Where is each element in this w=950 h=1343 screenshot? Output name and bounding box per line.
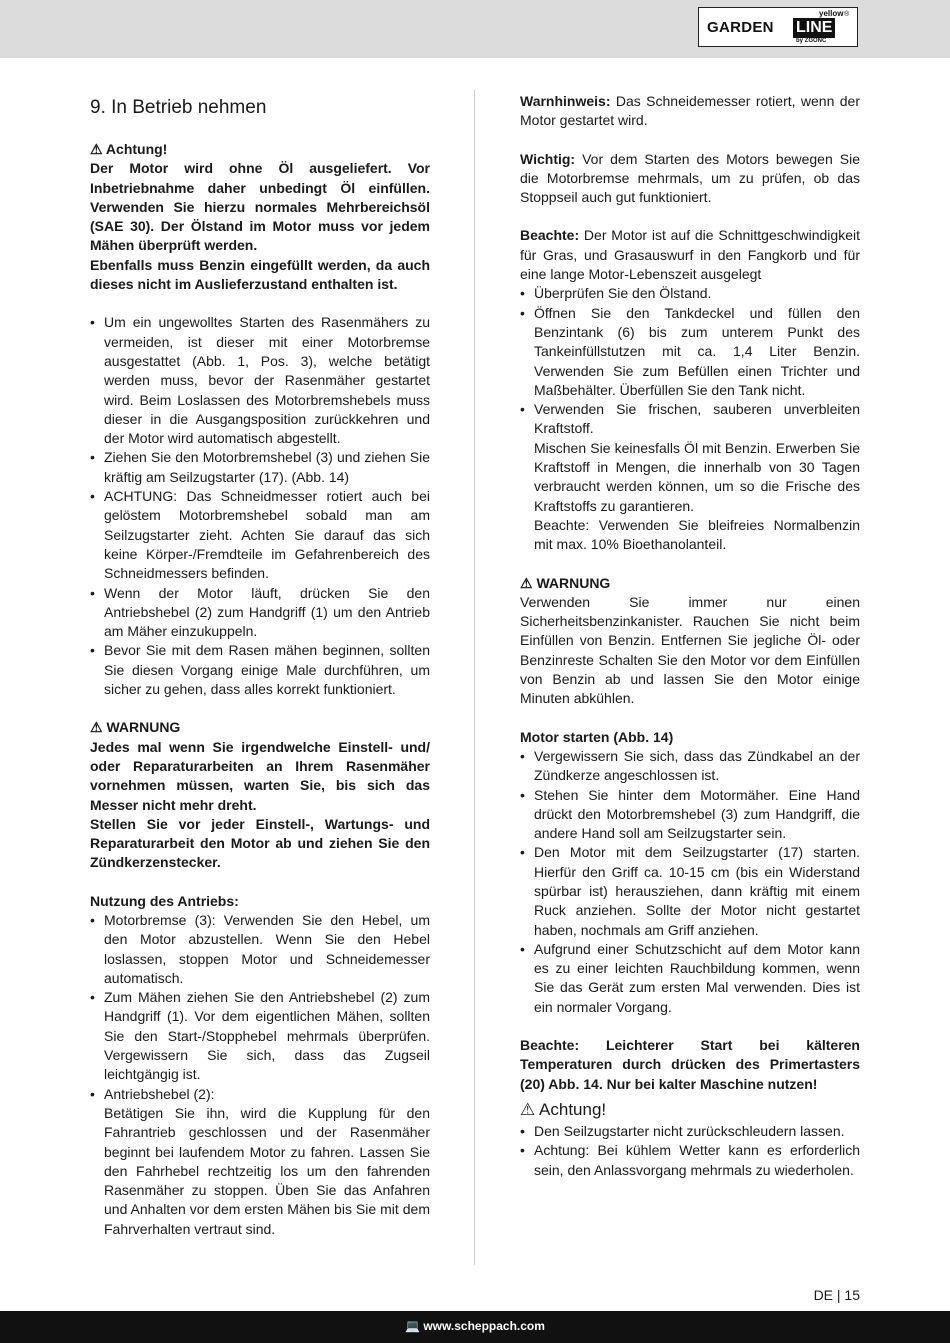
list-item: • Den Seilzugstarter nicht zurückschleudern lassen.	[520, 1122, 860, 1141]
warnung-body-2: Stellen Sie vor jeder Einstell-, Wartungs- und Reparaturarbeit den Motor ab und ziehen Sie den Zündkerzenstecker.	[90, 815, 430, 871]
warnung-body: Jedes mal wenn Sie irgendwelche Einstell- und/ oder Reparaturarbeiten an Ihrem Rasenmäher vornehmen müssen, warten Sie, bis sich das Messer nicht mehr dreht.	[90, 738, 430, 813]
list-item: • Verwenden Sie frischen, sauberen unverbleiten Kraftstoff.	[520, 400, 860, 439]
warnung-heading: ⚠ WARNUNG	[90, 719, 181, 736]
warnhinweis-paragraph	[520, 92, 860, 131]
list-item: • Wenn der Motor läuft, drücken Sie den Antriebshebel (2) zum Handgriff (1) um den Antrieb am Mäher einzukuppeln.	[90, 584, 430, 642]
wichtig-label: Wichtig:	[520, 150, 576, 167]
logo-by-text: by ZGONC	[796, 38, 827, 44]
warnhinweis-label: Warnhinweis:	[520, 93, 611, 109]
section-title: 9. In Betrieb nehmen	[90, 97, 267, 118]
beachte-cold-start: Beachte: Leichterer Start bei kälteren Temperaturen durch drücken des Primertasters (20) Abb. 14. Nur bei kalter Maschine nutzen!	[520, 1037, 860, 1092]
logo-yellow-text: yellow	[819, 9, 844, 18]
achtung-heading-right: ⚠ Achtung!	[520, 1099, 607, 1119]
achtung-body-fuel: Ebenfalls muss Benzin eingefüllt werden, da auch dieses nicht im Auslieferzustand enthalten ist.	[90, 256, 430, 293]
left-column	[90, 92, 430, 1239]
list-item: • Motorbremse (3): Verwenden Sie den Hebel, um den Motor abzustellen. Wenn Sie den Hebel loslassen, stoppen Motor und Schneidemesser automatisch.	[90, 911, 430, 988]
drive-bullet-list	[90, 911, 430, 1104]
logo-line-text: LINE	[793, 18, 835, 38]
list-item: • ACHTUNG: Das Schneidmesser rotiert auch bei gelöstem Motorbremshebel sobald man am Seilzugstarter zieht. Achten Sie darauf das sich keine Körper-/Fremdteile im Gefahrenbereich des Schneidmessers befinden.	[90, 487, 430, 583]
achtung-list-right	[520, 1122, 860, 1180]
list-item: • Zum Mähen ziehen Sie den Antriebshebel (2) zum Handgriff (1). Vor dem eigentlichen Mähen, sollten Sie den Start-/Stopphebel mehrmals überprüfen. Vergewissern Sie sich, dass das Zugseil leichtgängig ist.	[90, 988, 430, 1084]
drive-lever-description: Betätigen Sie ihn, wird die Kupplung für den Fahrantrieb geschlossen und der Rasenmäher beginnt bei laufendem Motor zu fahren. Lassen Sie den Fahrhebel rechtzeitig los um den fahrenden Rasenmäher zu stoppen. Üben Sie das Anfahren und Anhalten vor dem ersten Mähen bis Sie mit dem Fahrverhalten vertraut sind.	[104, 1104, 430, 1237]
list-item: • Antriebshebel (2):	[90, 1085, 430, 1104]
beachte-label: Beachte:	[520, 227, 580, 244]
website-link[interactable]: 💻 www.scheppach.com	[405, 1319, 545, 1333]
fuel-sub-2: Beachte: Verwenden Sie bleifreies Normalbenzin mit max. 10% Bioethanolanteil.	[534, 516, 860, 553]
fuel-sub-1: Mischen Sie keinesfalls Öl mit Benzin. Erwerben Sie Kraftstoff in Mengen, die innerhalb von 30 Tagen verbraucht werden können, um so die Frische des Kraftstoffs zu garantieren.	[534, 439, 860, 514]
list-item: • Den Motor mit dem Seilzugstarter (17) starten. Hierfür den Griff ca. 10-15 cm (bis ein Widerstand spürbar ist) herausziehen, dann kräftig mit einem Ruck anziehen. Sollte der Motor nicht gestartet haben, nochmals am Griff anziehen.	[520, 843, 860, 939]
list-item: • Achtung: Bei kühlem Wetter kann es erforderlich sein, den Anlassvorgang mehrmals zu wiederholen.	[520, 1141, 860, 1180]
achtung-heading: ⚠ Achtung!	[90, 141, 168, 157]
wichtig-text: Vor dem Starten des Motors bewegen Sie die Motorbremse mehrmals, um zu prüfen, ob das Stoppseil auch gut funktioniert.	[520, 150, 860, 206]
achtung-body: Der Motor wird ohne Öl ausgeliefert. Vor Inbetriebnahme daher unbedingt Öl einfüllen. Verwenden Sie hierzu normales Mehrbereichsöl (SAE 30). Der Ölstand im Motor muss vor jedem Mähen überprüft werden.	[90, 160, 430, 254]
page-number: DE | 15	[813, 1287, 860, 1303]
beachte-text: Der Motor ist auf die Schnittgeschwindigkeit für Gras, und Grasauswurf in den Fangkorb und für eine lange Motor-Lebenszeit ausgelegt	[520, 227, 860, 283]
list-item: • Aufgrund einer Schutzschicht auf dem Motor kann es zu einer leichten Rauchbildung kommen, wenn Sie das Gerät zum ersten Mal verwenden. Dies ist ein normaler Vorgang.	[520, 940, 860, 1017]
list-item: • Überprüfen Sie den Ölstand.	[520, 284, 860, 303]
list-item: • Um ein ungewolltes Starten des Rasenmähers zu vermeiden, ist dieser mit einer Motorbremse ausgestattet (Abb. 1, Pos. 3), welche betätigt werden muss, bevor der Rasenmäher gestartet wird. Beim Loslassen des Motorbremshebels muss dieser in die Ausgangsposition zurückkehren und der Motor wird automatisch abgestellt.	[90, 313, 430, 448]
column-divider	[474, 90, 475, 1265]
header-band	[0, 0, 950, 58]
fuel-bullet-list	[520, 284, 860, 438]
list-item: • Öffnen Sie den Tankdeckel und füllen den Benzintank (6) bis zum unterem Punkt des Tankeinfüllstutzen mit ca. 1,4 Liter Benzin. Verwenden Sie zum Befüllen einen Trichter und Maßbehälter. Überfüllen Sie den Tank nicht.	[520, 304, 860, 400]
logo-garden-text: GARDEN	[707, 19, 774, 36]
warnung-body-right: Verwenden Sie immer nur einen Sicherheitsbenzinkanister. Rauchen Sie nicht beim Einfüllen von Benzin. Entfernen Sie jegliche Öl- oder Benzinreste Schalten Sie den Motor vor dem Einfüllen von Benzin ab und lassen Sie den Motor einige Minuten abkühlen.	[520, 593, 860, 707]
list-item: • Vergewissern Sie sich, dass das Zündkabel an der Zündkerze angeschlossen ist.	[520, 747, 860, 786]
right-column	[520, 92, 860, 1180]
nutzung-heading: Nutzung des Antriebs:	[90, 892, 239, 909]
motor-start-heading: Motor starten (Abb. 14)	[520, 728, 674, 745]
list-item: • Bevor Sie mit dem Rasen mähen beginnen, sollten Sie diesen Vorgang einige Male durchführen, um sicher zu gehen, dass alles korrekt funktioniert.	[90, 641, 430, 699]
start-bullet-list	[90, 313, 430, 699]
list-item: • Ziehen Sie den Motorbremshebel (3) und ziehen Sie kräftig am Seilzugstarter (17). (Abb. 14)	[90, 448, 430, 487]
list-item: • Stehen Sie hinter dem Motormäher. Eine Hand drückt den Motorbremshebel (3) zum Handgriff, die andere Hand soll am Seilzugstarter sein.	[520, 786, 860, 844]
brand-logo	[698, 7, 858, 47]
footer-band	[0, 1311, 950, 1343]
motor-start-list	[520, 747, 860, 1017]
wichtig-paragraph	[520, 150, 860, 208]
warnhinweis-text: Das Schneidemesser rotiert, wenn der Motor gestartet wird.	[520, 93, 860, 129]
logo-registered-mark: ®	[844, 11, 850, 18]
warnung-heading-right: ⚠ WARNUNG	[520, 574, 611, 591]
beachte-paragraph	[520, 226, 860, 284]
